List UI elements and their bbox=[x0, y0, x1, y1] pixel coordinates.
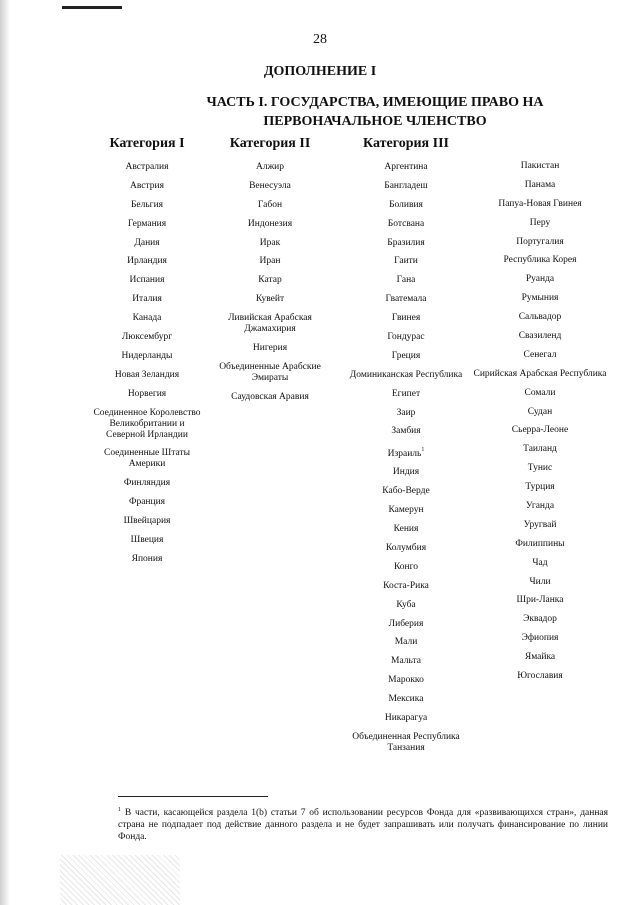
country-entry: Италия bbox=[132, 294, 162, 305]
country-entry: Новая Зеландия bbox=[114, 369, 180, 380]
country-entry: Сомали bbox=[524, 387, 556, 398]
country-entry: Таиланд bbox=[523, 444, 557, 455]
category-3-column bbox=[346, 136, 466, 762]
appendix-title: ДОПОЛНЕНИЕ I bbox=[263, 64, 377, 79]
country-entry: Иран bbox=[259, 256, 281, 267]
country-entry: Соединенные Штаты Америки bbox=[103, 448, 190, 470]
country-entry: Габон bbox=[257, 199, 283, 210]
country-entry: Канада bbox=[132, 313, 162, 324]
country-entry: Австрия bbox=[130, 180, 164, 191]
country-entry: Алжир bbox=[256, 162, 284, 172]
country-entry: Руанда bbox=[525, 274, 555, 285]
category-3-continued-list bbox=[470, 161, 610, 682]
country-entry: Кабо-Верде bbox=[382, 486, 430, 497]
country-entry: Испания bbox=[129, 275, 165, 286]
country-entry: Нидерланды bbox=[121, 350, 173, 361]
category-2-header: Категория II bbox=[229, 136, 311, 151]
country-entry: Куба bbox=[396, 599, 416, 610]
country-entry: Швейцария bbox=[123, 516, 171, 527]
country-entry: Аргентина bbox=[384, 162, 428, 172]
country-entry: Мали bbox=[394, 637, 418, 648]
category-1-header: Категория I bbox=[109, 136, 185, 151]
footnote-ref: 1 bbox=[421, 447, 425, 454]
country-entry: Боливия bbox=[389, 199, 423, 210]
country-entry: Австралия bbox=[125, 162, 169, 172]
country-entry: Бангладеш bbox=[384, 180, 428, 191]
country-entry: Португалия bbox=[516, 236, 564, 247]
footnote-mark: 1 bbox=[118, 807, 121, 813]
country-entry: Замбия bbox=[391, 426, 421, 437]
country-entry: Судан bbox=[527, 406, 553, 417]
country-entry: Швеция bbox=[130, 535, 164, 546]
footnote-text: В части, касающейся раздела 1(b) статьи 7 об использовании ресурсов Фонда для «развивающихся стран», данная страна не подпадает под действие данного раздела и не будет запрашивать или получать финансирование по линии Фонда. bbox=[118, 808, 609, 843]
country-entry: Ирак bbox=[259, 237, 281, 248]
country-entry: Уганда bbox=[525, 501, 555, 512]
country-entry: Индонезия bbox=[247, 218, 293, 229]
category-3-list bbox=[346, 162, 466, 754]
country-entry: Шри-Ланка bbox=[516, 595, 564, 606]
country-entry: Бельгия bbox=[130, 199, 164, 210]
scan-edge-top bbox=[62, 6, 122, 9]
country-entry: Египет bbox=[391, 388, 421, 399]
country-entry: Ливийская Арабская Джамахирия bbox=[228, 313, 312, 335]
category-2-column bbox=[210, 136, 330, 411]
country-entry: Гаити bbox=[394, 256, 418, 267]
country-entry: Дания bbox=[134, 237, 160, 248]
country-entry: Бразилия bbox=[387, 237, 425, 248]
footnote-rule bbox=[118, 796, 268, 797]
country-entry: Мальта bbox=[391, 656, 421, 667]
country-entry: Нигерия bbox=[252, 343, 288, 354]
country-entry: Объединенная Республика Танзания bbox=[352, 731, 460, 753]
country-entry: Эквадор bbox=[523, 614, 557, 625]
category-3-continued-column bbox=[470, 161, 610, 690]
country-entry: Израиль bbox=[387, 448, 422, 459]
country-entry: Кения bbox=[393, 524, 419, 535]
country-entry: Панама bbox=[524, 179, 556, 190]
country-entry: Филиппины bbox=[515, 538, 565, 549]
country-entry: Сенегал bbox=[523, 349, 557, 360]
country-entry: Доминиканская Республика bbox=[349, 369, 463, 380]
country-entry: Саудовская Аравия bbox=[231, 391, 309, 402]
category-2-list bbox=[210, 162, 330, 403]
country-entry: Чили bbox=[529, 576, 551, 587]
scan-edge-left bbox=[0, 0, 10, 905]
country-entry: Сирийская Арабская Республика bbox=[473, 368, 607, 379]
country-entry: Гвинея bbox=[391, 313, 421, 324]
country-entry: Гана bbox=[396, 275, 416, 286]
country-entry: Гондурас bbox=[387, 332, 425, 343]
category-1-list bbox=[92, 162, 202, 565]
country-entry: Никарагуа bbox=[384, 712, 428, 723]
country-entry: Греция bbox=[391, 350, 421, 361]
country-entry: Япония bbox=[131, 553, 163, 564]
country-entry: Турция bbox=[525, 482, 555, 493]
country-entry: Норвегия bbox=[127, 388, 167, 399]
country-entry: Уругвай bbox=[523, 519, 557, 530]
country-entry: Ямайка bbox=[524, 652, 556, 663]
category-3-header: Категория III bbox=[363, 136, 449, 151]
country-entry: Мексика bbox=[388, 694, 424, 705]
part-title: ЧАСТЬ I. ГОСУДАРСТВА, ИМЕЮЩИЕ ПРАВО НА ПЕРВОНАЧАЛЬНОЕ ЧЛЕНСТВО bbox=[206, 95, 544, 129]
country-entry: Венесуэла bbox=[249, 180, 291, 191]
country-entry: Камерун bbox=[388, 505, 424, 516]
country-entry: Германия bbox=[127, 218, 167, 229]
country-entry: Сьерра-Леоне bbox=[511, 425, 569, 436]
country-entry: Люксембург bbox=[121, 332, 173, 343]
country-entry: Колумбия bbox=[385, 542, 427, 553]
country-entry: Румыния bbox=[521, 293, 559, 304]
country-entry: Индия bbox=[392, 467, 420, 478]
country-entry: Пакистан bbox=[520, 161, 560, 171]
country-entry: Франция bbox=[128, 497, 166, 508]
country-entry: Чад bbox=[532, 557, 548, 568]
country-entry: Югославия bbox=[517, 671, 563, 682]
country-entry: Объединенные Арабские Эмираты bbox=[219, 361, 321, 383]
country-entry: Тунис bbox=[527, 463, 553, 474]
country-entry: Заир bbox=[396, 407, 416, 418]
country-entry: Эфиопия bbox=[521, 633, 559, 644]
page-number: 28 bbox=[313, 32, 327, 47]
footnote bbox=[118, 804, 608, 843]
category-1-column bbox=[92, 136, 202, 573]
country-entry: Конго bbox=[393, 561, 419, 572]
country-entry: Ирландия bbox=[127, 256, 167, 267]
country-entry: Катар bbox=[258, 275, 282, 286]
country-entry: Либерия bbox=[388, 618, 424, 629]
country-entry: Соединенное Королевство Великобритании и Северной Ирландии bbox=[93, 407, 201, 440]
country-entry: Гватемала bbox=[385, 294, 427, 305]
country-entry: Кувейт bbox=[255, 294, 285, 305]
country-entry-with-ref bbox=[346, 445, 466, 459]
country-entry: Папуа-Новая Гвинея bbox=[498, 198, 582, 209]
country-entry: Финляндия bbox=[123, 478, 171, 489]
country-entry: Коста-Рика bbox=[383, 580, 429, 591]
country-entry: Сальвадор bbox=[518, 312, 562, 323]
country-entry: Республика Корея bbox=[503, 255, 577, 266]
country-entry: Ботсвана bbox=[387, 218, 425, 229]
country-entry: Марокко bbox=[388, 675, 424, 686]
country-entry: Свазиленд bbox=[518, 331, 562, 342]
country-entry: Перу bbox=[529, 217, 551, 228]
scan-noise-corner bbox=[60, 855, 180, 905]
